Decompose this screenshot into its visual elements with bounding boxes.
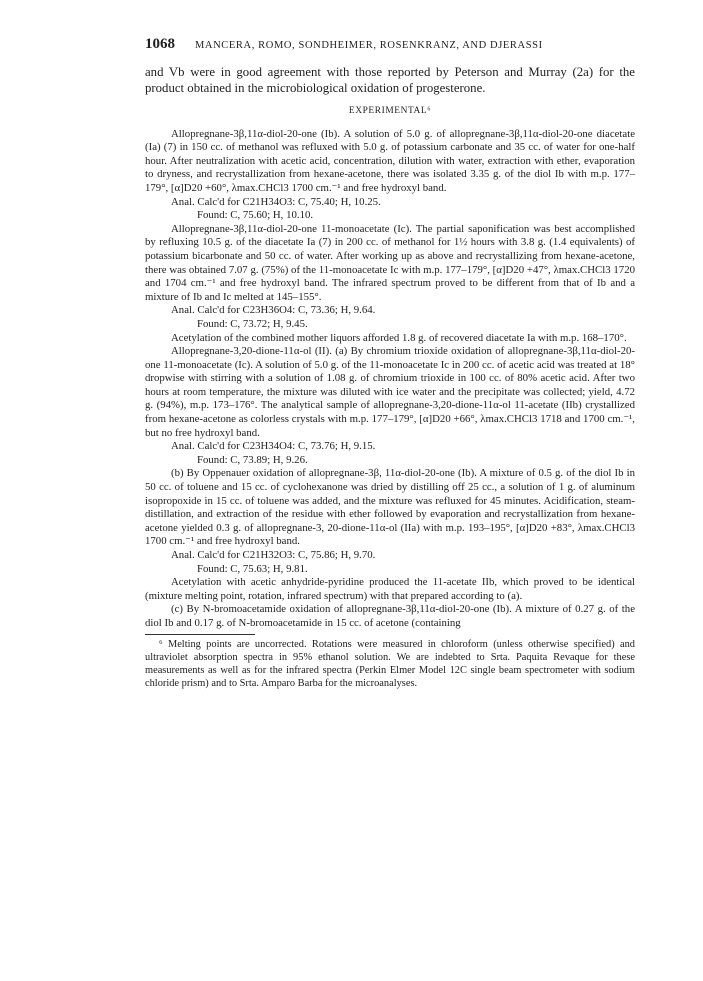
running-head: MANCERA, ROMO, SONDHEIMER, ROSENKRANZ, AND DJERASSI bbox=[195, 40, 543, 51]
paragraph: Anal. Calc'd for C21H34O3: C, 75.40; H, 10.25. bbox=[171, 195, 381, 208]
footnote-divider bbox=[145, 634, 255, 635]
paragraph: Found: C, 73.89; H, 9.26. bbox=[197, 453, 308, 466]
paragraph: Acetylation of the combined mother liquors afforded 1.8 g. of recovered diacetate Ia with m.p. 168–170°. bbox=[171, 331, 627, 344]
paragraph: Allopregnane-3,20-dione-11α-ol (II). (a) By chromium trioxide oxidation of allopregnane-3β,11α-diol-20-one 11-monoacetate (Ic). A solution of 5.0 g. of the 11-monoacetate Ic in 200 cc. of acetic acid was treated at 18° dropwise with stirring with a solution of 1.08 g. of chromium trioxide in 100 cc. of 80% acetic acid. After two hours at room temperature, the mixture was diluted with ice water and the precipitate was collected; yield, 4.72 g. (94%), m.p. 173–176°. The analytical sample of allopregnane-3,20-dione-11α-ol 11-acetate (IIb) crystallized from hexane-acetone as colorless crystals with m.p. 177–179°, [α]D20 +66°, λmax.CHCl3 1718 and 1700 cm.⁻¹, but no free hydroxyl band. bbox=[145, 345, 635, 439]
paragraph: Found: C, 75.63; H, 9.81. bbox=[197, 562, 308, 575]
lead-paragraph: and Vb were in good agreement with those reported by Peterson and Murray (2a) for the product obtained in the microbiological oxidation of progesterone. bbox=[145, 65, 635, 95]
article-body bbox=[145, 64, 635, 690]
footnote: ⁶ Melting points are uncorrected. Rotations were measured in chloroform (unless otherwise specified) and ultraviolet absorption spectra in 95% ethanol solution. We are indebted to Srta. Paquita Revaque for these measurements as well as for the infrared spectra (Perkin Elmer Model 12C single beam spectrometer with sodium chloride prism) and to Srta. Amparo Barba for the microanalyses. bbox=[145, 638, 635, 690]
paragraph: Anal. Calc'd for C23H34O4: C, 73.76; H, 9.15. bbox=[171, 440, 376, 453]
paragraph: Allopregnane-3β,11α-diol-20-one 11-monoacetate (Ic). The partial saponification was best accomplished by refluxing 10.5 g. of the diacetate Ia (7) in 200 cc. of methanol for 1½ hours with 3.8 g. (1.4 equivalents) of potassium bicarbonate and 50 cc. of water. After working up as above and recrystallizing from hexane-acetone, there was obtained 7.07 g. (75%) of the 11-monoacetate Ic with m.p. 177–179°, [α]D20 +47°, λmax.CHCl3 1720 and 1704 cm.⁻¹ and free hydroxyl band. The infrared spectrum proved to be different from that of Ib and a mixture of Ib and Ic melted at 145–155°. bbox=[145, 222, 635, 303]
paragraph: Anal. Calc'd for C21H32O3: C, 75.86; H, 9.70. bbox=[171, 549, 376, 561]
paragraph: Found: C, 73.72; H, 9.45. bbox=[197, 317, 308, 330]
paragraph: Found: C, 75.60; H, 10.10. bbox=[197, 209, 314, 222]
paragraph: Anal. Calc'd for C23H36O4: C, 73.36; H, 9.64. bbox=[171, 304, 376, 317]
paragraph: (b) By Oppenauer oxidation of allopregnane-3β, 11α-diol-20-one (Ib). A mixture of 0.5 g. of the diol Ib in 50 cc. of toluene and 15 cc. of cyclohexanone was dried by distilling off 25 cc., a solution of 1 g. of aluminum isopropoxide in 15 cc. of toluene was added, and the mixture was refluxed for 45 minutes. Acidification, steam-distillation, and extraction of the residue with ether followed by evaporation and recrystallization from hexane-acetone yielded 0.3 g. of allopregnane-3, 20-dione-11α-ol (IIa) with m.p. 193–195°, [α]D20 +83°, λmax.CHCl3 1700 cm.⁻¹ and free hydroxyl band. bbox=[145, 467, 635, 548]
paragraph: Acetylation with acetic anhydride-pyridine produced the 11-acetate IIb, which proved to be identical (mixture melting point, rotation, infrared spectrum) with that prepared according to (a). bbox=[145, 576, 635, 602]
paragraph: Allopregnane-3β,11α-diol-20-one (Ib). A solution of 5.0 g. of allopregnane-3β,11α-diol-20-one diacetate (Ia) (7) in 150 cc. of methanol was refluxed with 5.0 g. of potassium carbonate and 35 cc. of water for one-half hour. After neutralization with acetic acid, concentration, dilution with water, extraction with ether, evaporation to dryness, and recrystallization from hexane-acetone, there was isolated 3.35 g. of the diol Ib with m.p. 177–179°, [α]D20 +60°, λmax.CHCl3 1700 cm.⁻¹ and free hydroxyl band. bbox=[145, 127, 635, 194]
section-title: EXPERIMENTAL⁶ bbox=[348, 106, 432, 116]
paragraph: (c) By N-bromoacetamide oxidation of allopregnane-3β,11α-diol-20-one (Ib). A mixture of 0.27 g. of the diol Ib and 0.17 g. of N-bromoacetamide in 15 cc. of acetone (containing bbox=[145, 603, 635, 629]
page-number: 1068 bbox=[145, 36, 175, 52]
page-header bbox=[145, 36, 635, 53]
